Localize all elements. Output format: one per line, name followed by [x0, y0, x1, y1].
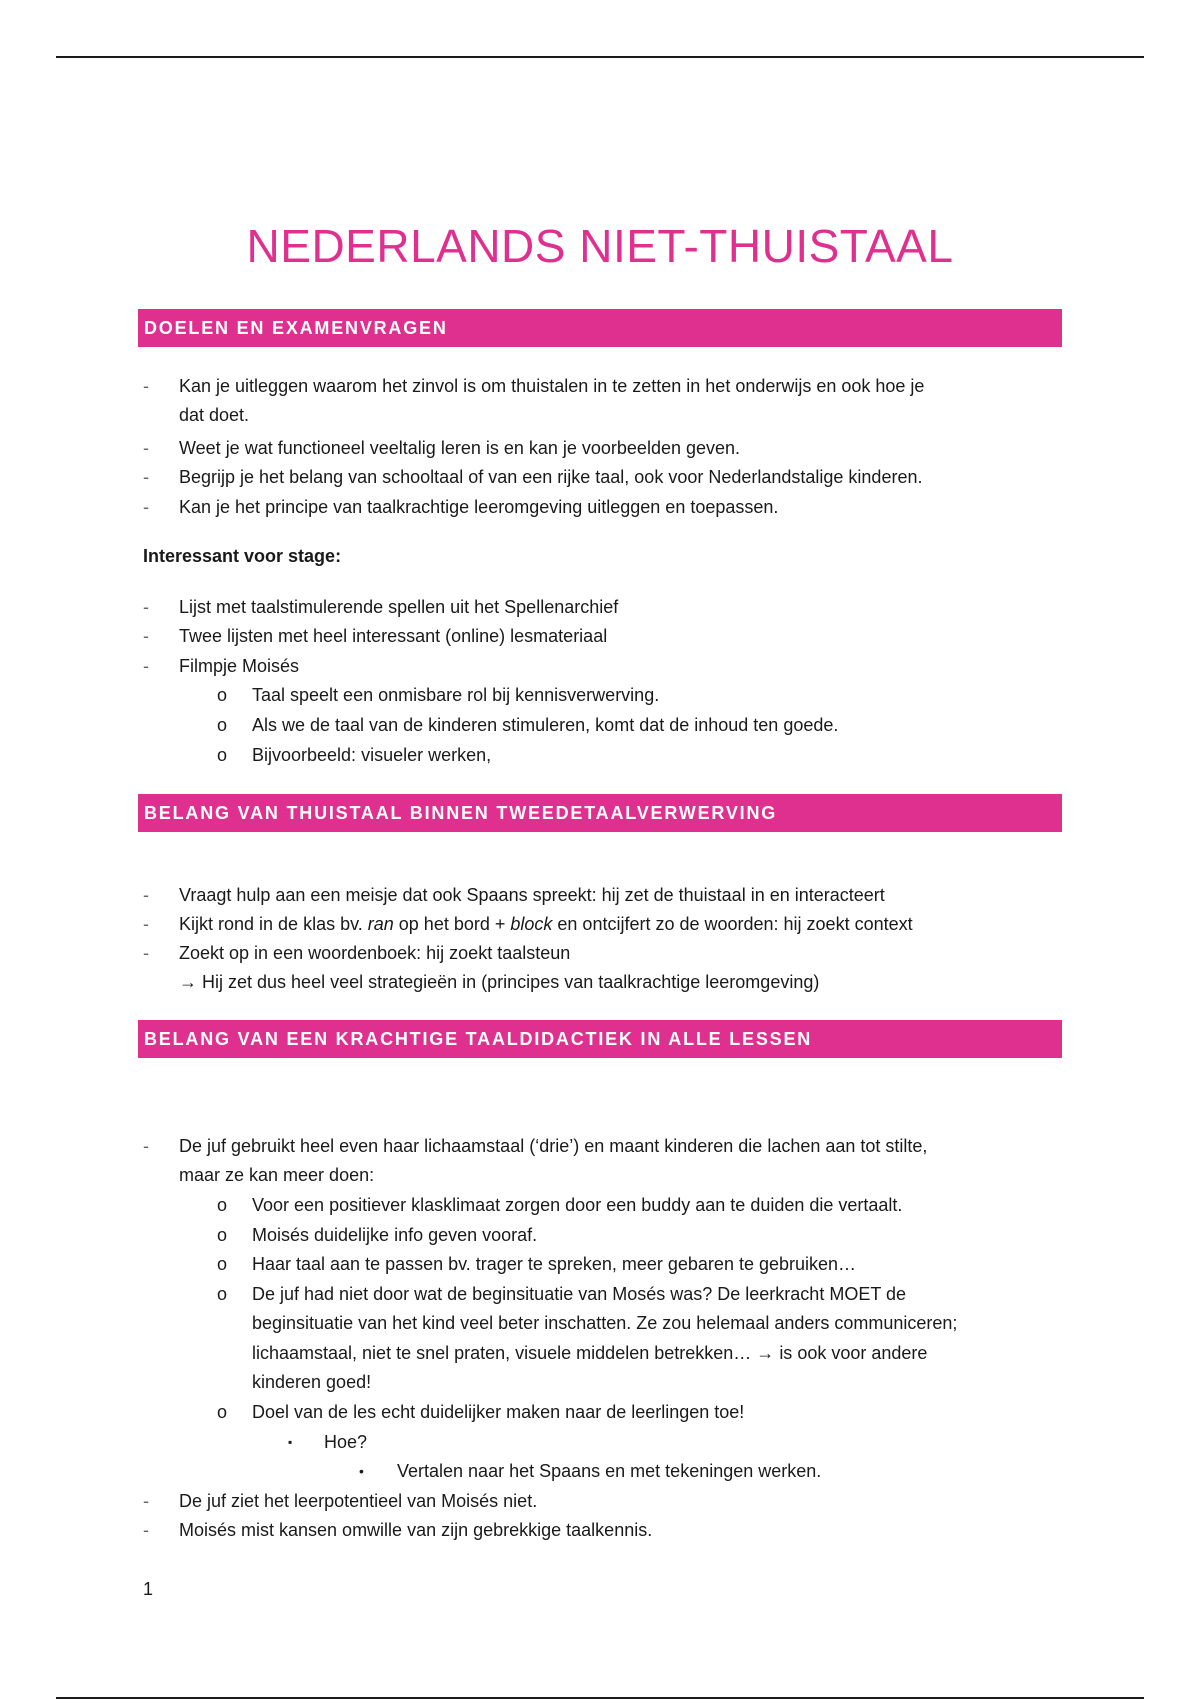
dash-marker: -	[143, 914, 149, 934]
dash-marker: -	[143, 1136, 149, 1156]
dash-marker: -	[143, 626, 149, 646]
circle-marker: o	[217, 1195, 228, 1215]
section-heading-goals: DOELEN EN EXAMENVRAGEN	[138, 309, 1062, 347]
circle-marker: o	[217, 685, 228, 705]
dash-marker: -	[143, 467, 149, 487]
header-rule	[56, 56, 1144, 58]
dash-marker: -	[143, 1491, 149, 1511]
dash-marker: -	[143, 597, 149, 617]
circle-marker: o	[217, 715, 228, 735]
dash-marker: -	[143, 1520, 149, 1540]
circle-marker: o	[217, 1225, 228, 1245]
dash-marker: -	[143, 376, 149, 396]
circle-marker: o	[217, 1402, 228, 1422]
arrow-icon: →	[756, 1343, 775, 1363]
dash-marker: -	[143, 438, 149, 458]
section-heading-home-language: BELANG VAN THUISTAAL BINNEN TWEEDETAALVERWERVING	[138, 794, 1062, 832]
circle-marker: o	[217, 1284, 228, 1304]
arrow-icon: →	[179, 972, 197, 992]
internship-label: Interessant voor stage:	[143, 546, 342, 566]
dot-marker: •	[359, 1463, 364, 1479]
dash-marker: -	[143, 656, 149, 676]
dash-marker: -	[143, 885, 149, 905]
circle-marker: o	[217, 745, 228, 765]
dash-marker: -	[143, 497, 149, 517]
footer-rule	[56, 1697, 1144, 1699]
square-marker: ▪	[288, 1435, 293, 1449]
circle-marker: o	[217, 1254, 228, 1274]
dash-marker: -	[143, 943, 149, 963]
document-title: NEDERLANDS NIET-THUISTAAL	[246, 220, 954, 272]
page-number: 1	[143, 1579, 154, 1599]
section-heading-didactics: BELANG VAN EEN KRACHTIGE TAALDIDACTIEK IN ALLE LESSEN	[138, 1020, 1062, 1058]
